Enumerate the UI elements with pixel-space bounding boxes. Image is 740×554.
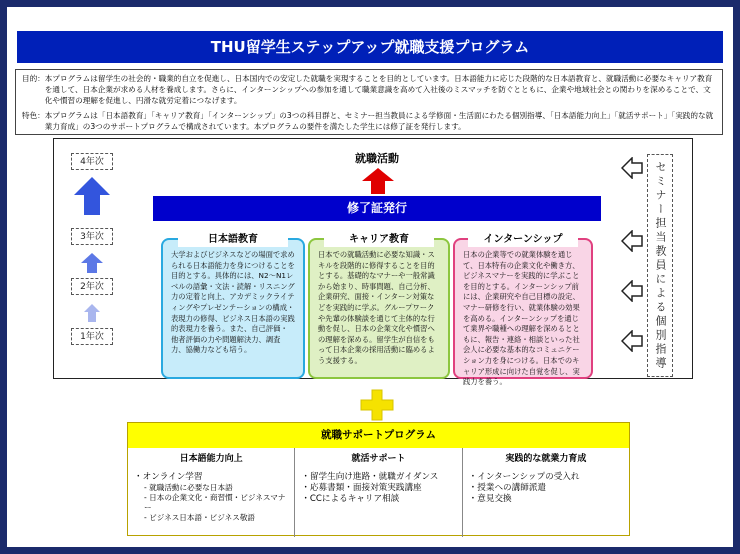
program-title: キャリア教育	[324, 233, 434, 247]
left-arrow-icon	[621, 280, 643, 302]
year-arrow-small-icon	[83, 302, 101, 324]
support-item: ・授業への講師派遣	[468, 483, 547, 493]
support-column-japanese	[128, 448, 295, 537]
year-box-3: 3年次	[71, 228, 113, 245]
support-item: ・応募書類・面接対策実践講座	[301, 483, 422, 493]
purpose-label: 目的：	[22, 74, 45, 83]
support-item: ・CCによるキャリア相談	[301, 494, 400, 504]
left-arrow-icon	[621, 330, 643, 352]
program-title: インターンシップ	[468, 233, 578, 247]
goal-arrow-icon	[361, 167, 395, 195]
program-text: 大学およびビジネスなどの場面で求められる日本語能力を身につけることを目的とする。具体的には、N2～N1レベルの語彙・文法・読解・リスニング力の定着と向上、アカデミックライティングやプレゼンテーションの構成・表現力の修得、ビジネス日本語の実践的表現力を養う。また、自己評価・他者評価の力や問題解決力、調査力、協働力なども培う。	[171, 250, 295, 355]
left-arrow-icon	[621, 157, 643, 179]
seminar-guidance-label: セミナー担当教員による個別指導	[647, 154, 673, 377]
left-arrow-icon	[621, 230, 643, 252]
features-text: 本プログラムは「日本語教育」「キャリア教育」「インターンシップ」の3つの科目群と、セミナー担当教員による学修面・生活面にわたる個別指導、「日本語能力向上」「就活サポート」「実践的な就業力育成」の3つのサポートプログラムで構成されています。本プログラムの要件を満たした学生には修了証を発行します。	[44, 111, 714, 131]
support-item: ・意見交換	[468, 494, 512, 504]
support-item: ・留学生向け進路・就職ガイダンス	[301, 472, 439, 482]
year-arrow-medium-icon	[80, 251, 104, 275]
support-column-title: 就活サポート	[351, 454, 406, 464]
program-internship	[453, 234, 593, 387]
plus-icon	[360, 389, 394, 421]
support-column-title: 日本語能力向上	[179, 454, 243, 464]
support-subitem: - ビジネス日本語・ビジネス敬語	[144, 513, 256, 522]
support-column-practical	[463, 448, 629, 537]
program-text: 日本の企業等での就業体験を通じて、日本特有の企業文化や働き方、ビジネスマナーを実践的に学ぶことを目的とする。インターンシップ前には、企業研究や自己目標の設定、マナー研修を行い、就業体験の効果を高める。インターンシップを通じて業界や職種への理解を深めるとともに、報告・連絡・相談といった社会人に必要な基本的なコミュニケーション力を身につける。日本でのキャリア形成に向けた自覚を促し、実践力を養う。	[463, 250, 580, 387]
year-arrow-large-icon	[73, 175, 111, 217]
program-career	[308, 234, 450, 379]
description-box	[15, 69, 723, 135]
support-column-title: 実践的な就業力育成	[505, 454, 587, 464]
program-text: 日本での就職活動に必要な知識・スキルを段階的に修得することを目的とする。基礎的なマナーや一般常識から始まり、時事問題、自己分析、企業研究、面接・インターン対策などを実践的に学ぶ。グループワークや先輩の体験談を通じて主体的な行動を促し、日本の企業文化や慣習への理解を深める。留学生が自信をもって日本企業の採用活動に臨めるよう支援する。	[318, 250, 435, 365]
program-title: 日本語教育	[178, 233, 288, 247]
program-japanese	[161, 234, 305, 379]
support-program	[127, 422, 630, 536]
goal-label: 就職活動	[355, 152, 399, 165]
support-subitem: - 就職活動に必要な日本語	[144, 483, 233, 492]
certificate-banner: 修了証発行	[153, 196, 601, 221]
purpose-text: 本プログラムは留学生の社会的・職業的自立を促進し、日本国内での安定した就職を実現することを目的としています。日本語能力に応じた段階的な日本語教育と、就職活動に必要なキャリア教育を通して、日本企業が求める人材を養成します。さらに、インターンシップへの参加を通して職業意識を高めて入社後のミスマッチを防ぐとともに、企業や地域社会との関わりを深めることで、文化や慣習の理解を促進し、円滑な就労定着につなげます。	[44, 74, 713, 105]
support-subitem: - 日本の企業文化・商習慣・ビジネスマナー	[144, 493, 286, 512]
features-label: 特色：	[22, 111, 45, 120]
support-item: ・インターンシップの受入れ	[468, 472, 580, 482]
year-box-4: 4年次	[71, 153, 113, 170]
program-poster	[7, 7, 733, 547]
year-box-2: 2年次	[71, 278, 113, 295]
page-title: THU留学生ステップアップ就職支援プログラム	[17, 31, 723, 63]
support-item: ・オンライン学習	[134, 472, 203, 482]
support-title: 就職サポートプログラム	[128, 423, 629, 448]
support-column-jobhunt	[295, 448, 462, 537]
year-box-1: 1年次	[71, 328, 113, 345]
